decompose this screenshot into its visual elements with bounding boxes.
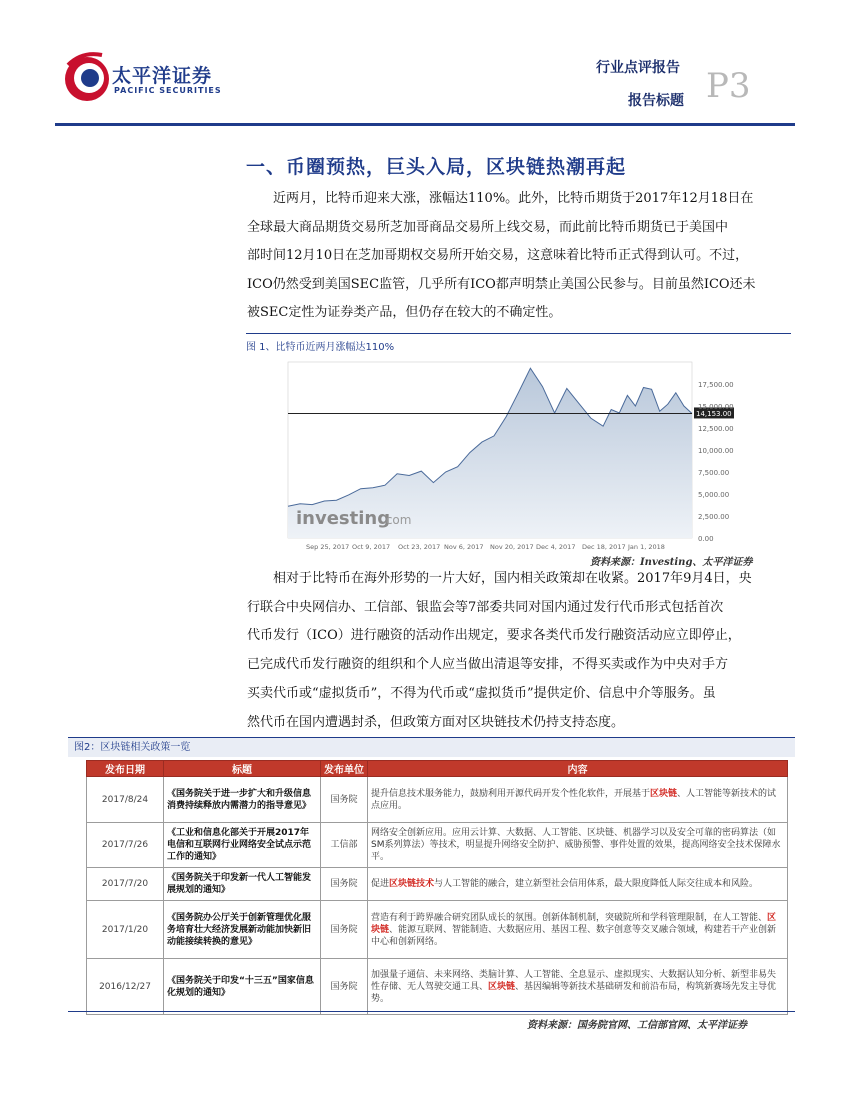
x-axis-ticks [306,543,665,551]
content-keyword: 区块链技术 [389,879,435,889]
para2-line: 买卖代币或“虚拟货币”，不得为代币或“虚拟货币”提供定价、信息中介等服务。虽 [247,685,716,701]
cell-unit: 国务院 [321,777,368,823]
content-text: 、人工智能等新技术的试点应用。 [371,788,777,811]
cell-content [368,901,788,959]
y-tick-label: 17,500.00 [698,381,734,389]
content-text: 、基因编辑等新技术基础研发和前沿布局，构筑新赛场先发主导优势。 [371,981,777,1004]
figure1-title: 图 1、比特币近两月涨幅达110% [246,333,791,353]
x-tick-label: Oct 9, 2017 [352,543,391,551]
cell-unit: 国务院 [321,868,368,901]
x-tick-label: Sep 25, 2017 [306,543,350,551]
brand-name-cn: 太平洋证券 [112,65,213,87]
header-title: 标题 [164,761,321,777]
header-unit: 发布单位 [321,761,368,777]
header-date: 发布日期 [87,761,164,777]
y-tick-label: 2,500.00 [698,513,730,521]
content-text: 网络安全创新应用。应用云计算、大数据、人工智能、区块链、机器学习以及安全可靠的密码算法（如SM系列算法）等技术，明显提升网络安全防护、威胁预警、事件处置的效果，提高网络安全技术保障水平。 [371,828,781,862]
cell-date: 2017/8/24 [87,777,164,823]
content-text: 营造有利于跨界融合研究团队成长的氛围。创新体制机制，突破院所和学科管理限制，在人工智能、 [371,912,768,923]
y-tick-label: 12,500.00 [698,425,734,433]
table-row [87,868,788,901]
table-row [87,823,788,868]
cell-date: 2017/1/20 [87,901,164,959]
x-tick-label: Dec 18, 2017 [582,543,626,551]
para1-line: 全球最大商品期货交易所芝加哥商品交易所上线交易，而此前比特币期货已于美国中 [247,219,729,235]
report-type: 行业点评报告 [596,60,680,76]
figure2-bottom-rule [68,1011,795,1012]
para2-line: 相对于比特币在海外形势的一片大好，国内相关政策却在收紧。2017年9月4日，央 [273,571,752,586]
cell-date: 2017/7/20 [87,868,164,901]
cell-title: 《国务院关于印发“十三五”国家信息化规划的通知》 [164,959,321,1015]
y-tick-label: 5,000.00 [698,491,730,499]
logo-emblem-icon [62,45,110,111]
cell-title: 《国务院关于印发新一代人工智能发展规划的通知》 [164,868,321,901]
page-number: P3 [706,66,751,106]
content-keyword: 区块链 [488,981,516,992]
investing-watermark-tld: .com [382,513,412,527]
para1-line: 被SEC定性为证券类产品，但仍存在较大的不确定性。 [247,305,562,320]
cell-content [368,823,788,868]
cell-title: 《工业和信息化部关于开展2017年电信和互联网行业网络安全试点示范工作的通知》 [164,823,321,868]
header-rule [55,123,795,126]
para2-line: 然代币在国内遭遇封杀，但政策方面对区块链技术仍持支持态度。 [247,714,625,730]
cell-unit: 国务院 [321,901,368,959]
cell-date: 2016/12/27 [87,959,164,1015]
current-price-label: 14,153.00 [696,409,732,418]
content-keyword: 区块链 [650,788,678,799]
btc-price-chart [248,356,788,552]
paragraph-2 [247,565,785,737]
figure2-source: 资料来源：国务院官网、工信部官网、太平洋证券 [527,1020,747,1031]
paragraph-1 [247,185,785,328]
content-text: 加强量子通信、未来网络、类脑计算、人工智能、全息显示、虚拟现实、大数据认知分析、新型非易失性存储、无人驾驶交通工具、 [371,969,777,992]
para2-line: 已完成代币发行融资的组织和个人应当做出清退等安排，不得买卖或作为中央对手方 [247,657,729,673]
policy-table [86,760,788,1015]
table-row [87,777,788,823]
cell-date: 2017/7/26 [87,823,164,868]
para1-line: 部时间12月10日在芝加哥期权交易所开始交易，这意味着比特币正式得到认可。不过， [247,248,749,263]
x-tick-label: Jan 1, 2018 [628,543,665,551]
y-tick-label: 15,000.00 [698,403,734,411]
x-tick-label: Dec 4, 2017 [536,543,576,551]
section-title: 一、币圈预热，巨头入局，区块链热潮再起 [246,156,627,178]
cell-content [368,868,788,901]
y-tick-label: 7,500.00 [698,469,730,477]
para1-line: ICO仍然受到美国SEC监管，几乎所有ICO都声明禁止美国公民参与。目前虽然ICO还未 [247,276,756,292]
cell-content [368,777,788,823]
content-text: 提升信息技术服务能力，鼓励利用开源代码开发个性化软件，开展基于 [371,788,651,799]
y-tick-label: 10,000.00 [698,447,734,455]
cell-title: 《国务院关于进一步扩大和升级信息消费持续释放内需潜力的指导意见》 [164,777,321,823]
y-tick-label: 0.00 [698,535,714,543]
y-axis-ticks [698,381,734,543]
content-text: 、能源互联网、智能制造、大数据应用、基因工程、数字创意等交叉融合领域，构建若干产业创新中心和创新网络。 [371,924,777,947]
para2-line: 行联合中央网信办、工信部、银监会等7部委共同对国内通过发行代币形式包括首次 [247,599,724,615]
x-tick-label: Nov 6, 2017 [444,543,484,551]
header-content: 内容 [368,761,788,777]
cell-unit: 国务院 [321,959,368,1015]
content-text: 与人工智能的融合，建立新型社会信用体系，最大限度降低人际交往成本和风险。 [434,879,759,889]
table-row [87,901,788,959]
x-tick-label: Nov 20, 2017 [490,543,534,551]
content-text: 促进 [371,879,390,889]
x-tick-label: Oct 23, 2017 [398,543,441,551]
report-title: 报告标题 [628,93,684,109]
cell-title: 《国务院办公厅关于创新管理优化服务培育壮大经济发展新动能加快新旧动能接续转换的意见》 [164,901,321,959]
figure1-source: 资料来源：Investing、太平洋证券 [590,557,753,568]
para2-line: 代币发行（ICO）进行融资的活动作出规定，要求各类代币发行融资活动应立即停止， [247,628,741,644]
para1-line: 近两月，比特币迎来大涨，涨幅达110%。此外，比特币期货于2017年12月18日在 [273,191,754,206]
figure2-title: 图2：区块链相关政策一览 [68,737,795,757]
brand-name-en: PACIFIC SECURITIES [114,86,222,95]
table-header-row [87,761,788,777]
cell-content [368,959,788,1015]
cell-unit: 工信部 [321,823,368,868]
btc-chart-svg [248,356,788,552]
investing-watermark: investing [296,508,391,529]
table-row [87,959,788,1015]
company-logo [62,45,232,111]
content-keyword: 区块链 [371,912,777,935]
